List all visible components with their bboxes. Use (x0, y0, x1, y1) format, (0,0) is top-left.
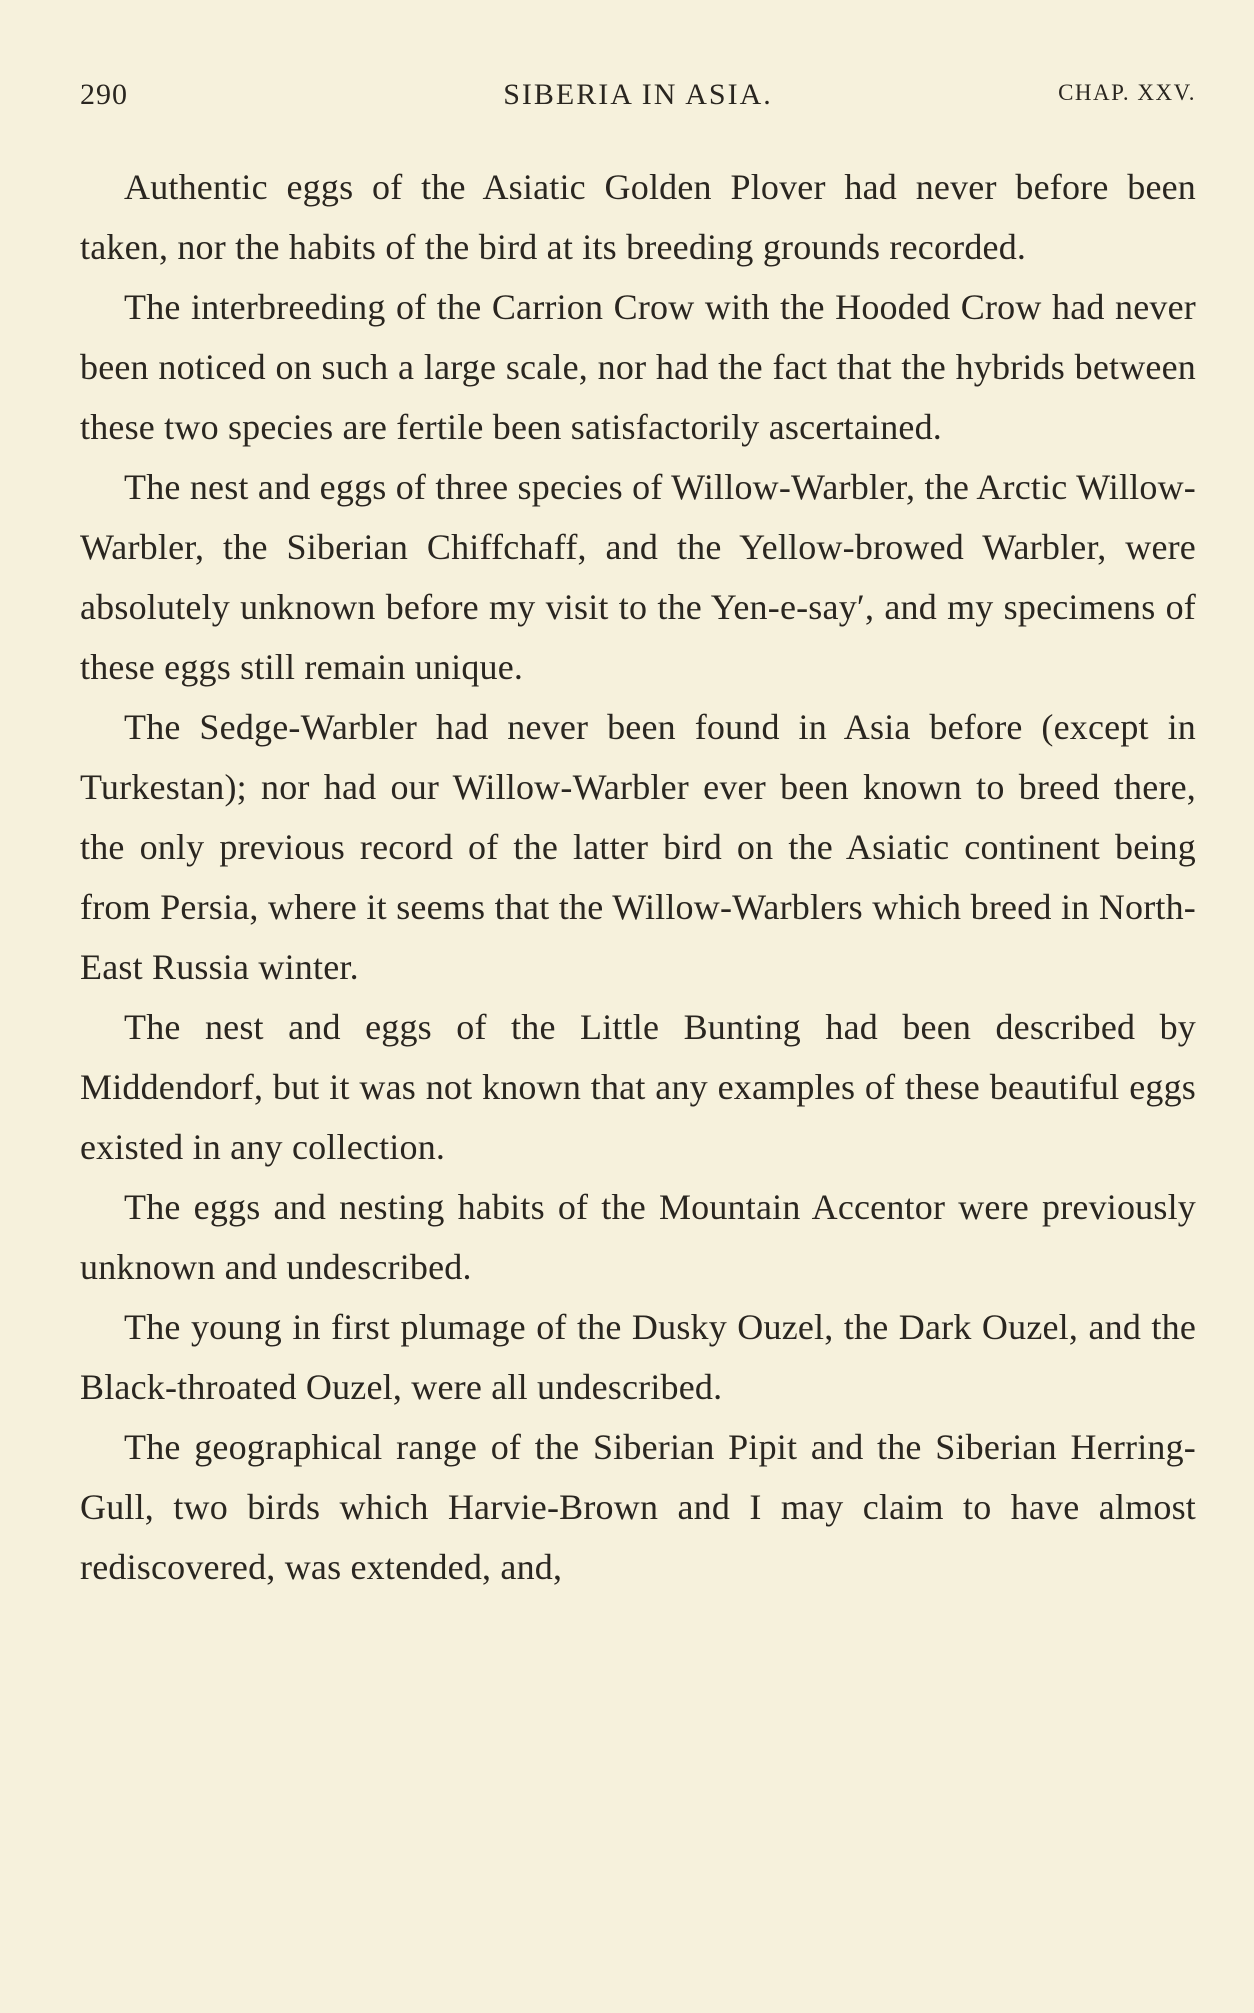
paragraph-sedge-warbler: The Sedge-Warbler had never been found in Asia before (except in Turkestan); nor had our Willow-Warbler ever been known to breed there, the only previous record of the latter bird on the Asiatic continent being from Persia, where it seems that the Willow-Warblers which breed in North-East Russia winter. (80, 707, 1196, 987)
paragraph-little-bunting: The nest and eggs of the Little Bunting had been described by Middendorf, but it was not known that any examples of these beautiful eggs existed in any collection. (80, 1007, 1196, 1167)
paragraph-golden-plover: Authentic eggs of the Asiatic Golden Plover had never before been taken, nor the habits of the bird at its breeding grounds recorded. (80, 167, 1196, 267)
paragraph-siberian-pipit: The geographical range of the Siberian Pipit and the Siberian Herring-Gull, two birds which Harvie-Brown and I may claim to have almost rediscovered, was extended, and, (80, 1427, 1196, 1587)
paragraph-carrion-crow: The interbreeding of the Carrion Crow with the Hooded Crow had never been noticed on such a large scale, nor had the fact that the hybrids between these two species are fertile been satisfactorily ascertained. (80, 287, 1196, 447)
paragraph-willow-warbler: The nest and eggs of three species of Willow-Warbler, the Arctic Willow-Warbler, the Siberian Chiffchaff, and the Yellow-browed Warbler, were absolutely unknown before my visit to the Yen-e-say′, and my specimens of these eggs still remain unique. (80, 467, 1196, 687)
paragraph-mountain-accentor: The eggs and nesting habits of the Mountain Accentor were previously unknown and undescribed. (80, 1187, 1196, 1287)
running-title: SIBERIA IN ASIA. (503, 78, 773, 111)
running-head (80, 78, 1196, 118)
page-number: 290 (80, 78, 128, 111)
body-text (80, 157, 1196, 1597)
paragraph-ouzels: The young in first plumage of the Dusky Ouzel, the Dark Ouzel, and the Black-throated Ouzel, were all undescribed. (80, 1307, 1196, 1407)
chapter-reference: CHAP. XXV. (1058, 80, 1196, 105)
